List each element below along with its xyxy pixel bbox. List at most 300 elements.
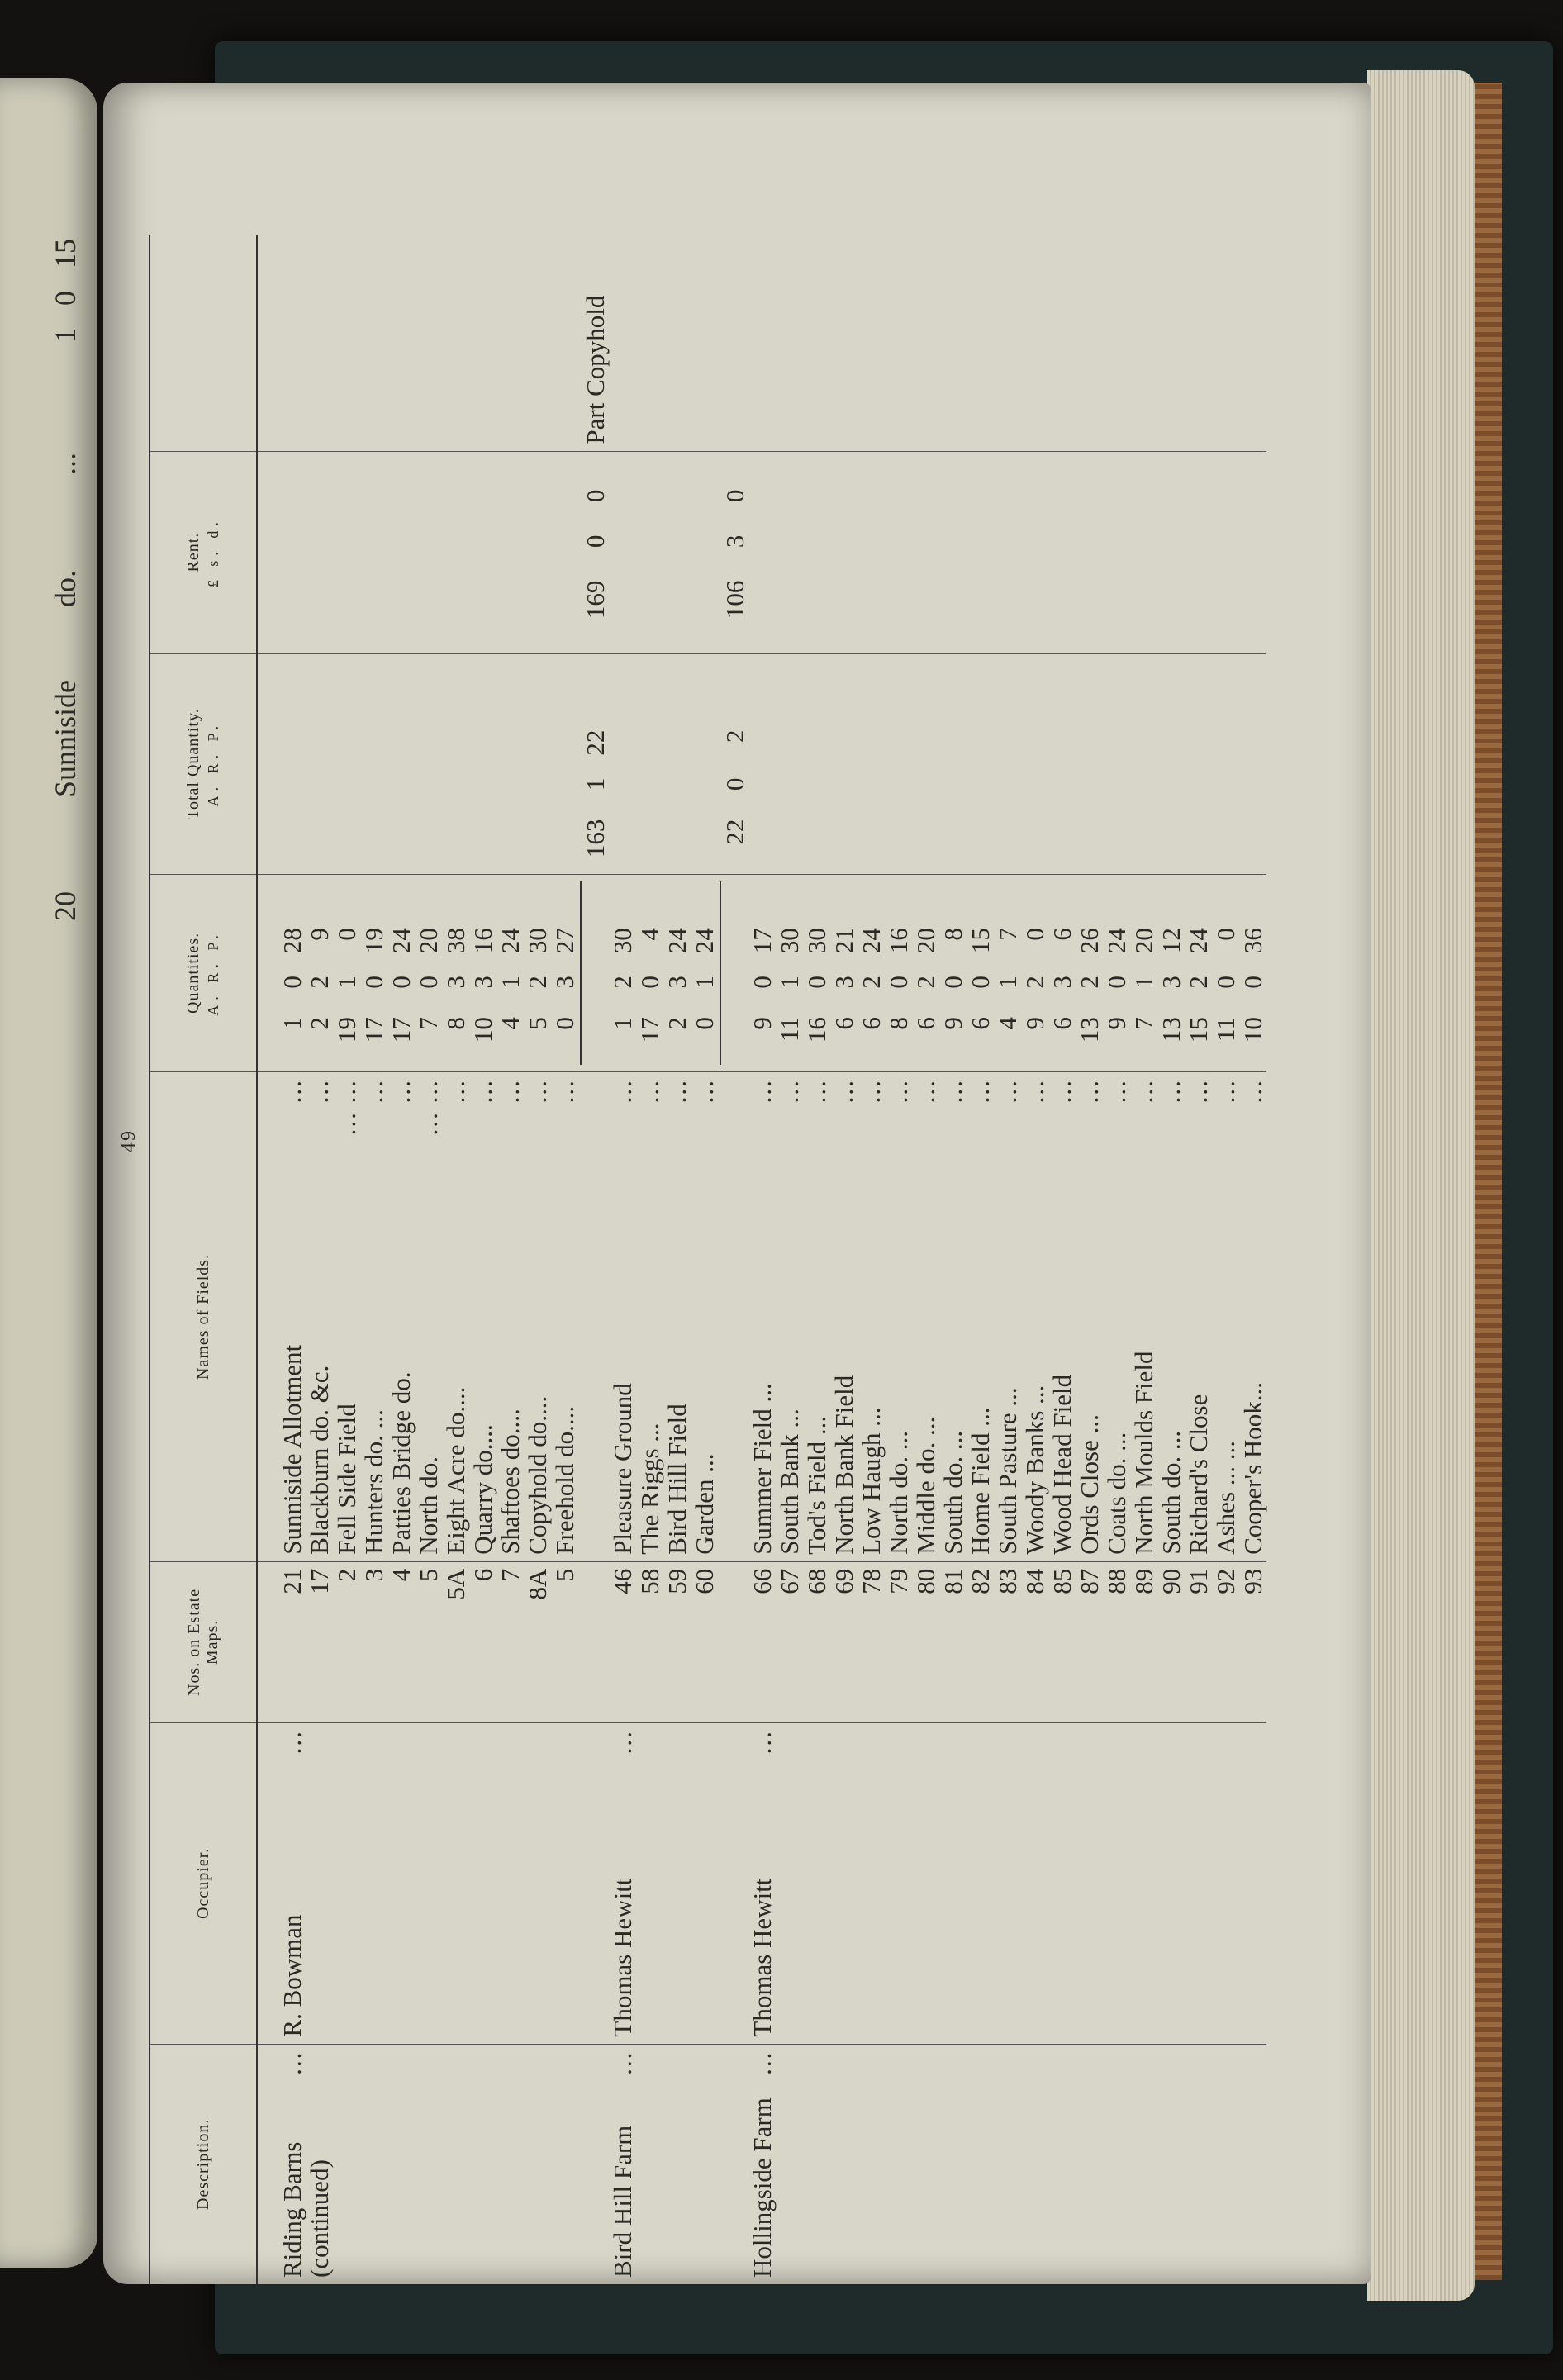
field-dots: ...	[829, 1079, 858, 1104]
quantity-line	[748, 881, 776, 1065]
quantity-roods: 2	[305, 976, 334, 989]
quantity-roods: 2	[1020, 976, 1049, 989]
field-dots: ...	[278, 1079, 306, 1104]
map-number: 90	[1157, 1568, 1185, 1594]
quantity-line	[1103, 881, 1130, 1065]
rent-shillings: 0	[581, 534, 610, 549]
quantity-perches: 0	[1211, 928, 1240, 941]
quantity-line	[609, 881, 636, 1065]
quantity-acres: 0	[690, 1017, 719, 1030]
field-name: Eight Acre do....	[441, 1386, 470, 1555]
field-name: South Pasture ...	[993, 1387, 1022, 1555]
field-dots: ...	[441, 1079, 470, 1104]
field-dots: ... ...	[332, 1079, 361, 1136]
field-name: Freehold do....	[550, 1405, 579, 1555]
header-quantities	[150, 874, 257, 1071]
facing-qty-r: 0	[49, 291, 82, 306]
quantity-line	[387, 881, 415, 1065]
occupier-name: Thomas Hewitt	[608, 1878, 637, 2037]
quantity-acres: 15	[1184, 1017, 1213, 1043]
quantity-cell	[257, 874, 609, 1071]
field-name: Summer Field ...	[748, 1383, 777, 1555]
quantity-acres: 4	[993, 1017, 1022, 1030]
map-number: 67	[775, 1568, 804, 1594]
ledger-group	[257, 235, 609, 2284]
description-cell	[609, 2044, 748, 2284]
field-name-line	[387, 1079, 415, 1555]
map-number: 93	[1238, 1568, 1267, 1594]
map-number: 68	[802, 1568, 831, 1594]
field-name: Home Field ...	[966, 1407, 995, 1555]
quantity-line	[333, 881, 360, 1065]
quantity-perches: 19	[359, 928, 388, 954]
quantity-line	[663, 881, 691, 1065]
quantity-acres: 6	[966, 1017, 995, 1030]
rent-spacer	[278, 458, 582, 647]
field-name: North Moulds Field	[1129, 1351, 1158, 1555]
quantity-line	[1212, 881, 1239, 1065]
total-spacer	[278, 661, 582, 867]
quantity-perches: 20	[1129, 928, 1158, 954]
map-number: 87	[1075, 1568, 1104, 1594]
description-line	[306, 2051, 333, 2278]
quantity-line	[776, 881, 803, 1065]
field-name-line	[858, 1079, 885, 1555]
field-name-line	[691, 1079, 718, 1555]
field-name: Blackburn do. &c.	[305, 1365, 334, 1555]
map-number-cell	[609, 1561, 748, 1722]
map-number: 60	[690, 1568, 719, 1594]
quantity-rule	[720, 881, 721, 1065]
quantity-roods: 3	[1157, 976, 1185, 989]
field-name-line	[885, 1079, 912, 1555]
field-name-line	[636, 1079, 663, 1555]
occupier-name: Thomas Hewitt	[748, 1878, 777, 2037]
quantity-line	[1130, 881, 1157, 1065]
quantity-roods: 0	[1102, 976, 1131, 989]
quantity-roods: 2	[1184, 976, 1213, 989]
quantity-acres: 0	[550, 1017, 579, 1030]
map-number: 5A	[441, 1568, 470, 1600]
quantity-line	[994, 881, 1021, 1065]
quantity-roods: 0	[635, 976, 664, 989]
quantity-acres: 2	[663, 1017, 691, 1030]
quantity-roods: 2	[1075, 976, 1104, 989]
remarks-cell	[257, 235, 609, 451]
quantity-perches: 27	[550, 928, 579, 954]
map-number: 58	[635, 1568, 664, 1594]
occupier-dots: ...	[748, 1730, 777, 1755]
page-number: 49	[118, 1129, 140, 1152]
header-description: Description.	[150, 2044, 257, 2284]
field-name: Coats do. ...	[1102, 1432, 1131, 1555]
map-number: 7	[496, 1568, 525, 1582]
quantity-roods: 0	[278, 976, 306, 989]
facing-qty-a: 1	[49, 328, 82, 343]
quantity-roods: 3	[441, 976, 470, 989]
field-dots: ...	[857, 1079, 886, 1104]
field-name-line	[1076, 1079, 1103, 1555]
quantity-perches: 16	[468, 928, 497, 954]
quantity-perches: 30	[802, 928, 831, 954]
ledger-group	[748, 235, 1266, 2284]
quantity-acres: 6	[1048, 1017, 1076, 1030]
quantity-line	[415, 881, 442, 1065]
quantity-perches: 24	[496, 928, 525, 954]
description-text: Hollingside Farm	[748, 2097, 777, 2278]
map-number: 5	[414, 1568, 443, 1582]
header-rent-units: £ s. d.	[205, 517, 221, 588]
field-name-line	[1157, 1079, 1185, 1555]
quantity-roods: 0	[884, 976, 913, 989]
quantity-line	[885, 881, 912, 1065]
quantity-roods: 3	[468, 976, 497, 989]
field-name-cell	[257, 1072, 609, 1562]
quantity-roods: 0	[938, 976, 967, 989]
map-number: 85	[1048, 1568, 1076, 1594]
quantity-perches: 24	[387, 928, 416, 954]
remarks-cell	[748, 235, 1266, 451]
map-number: 92	[1211, 1568, 1240, 1594]
field-name: Sunniside Allotment	[278, 1344, 306, 1555]
quantity-line	[803, 881, 830, 1065]
quantity-roods: 2	[857, 976, 886, 989]
field-name: North do.	[414, 1456, 443, 1555]
quantity-perches: 30	[608, 928, 637, 954]
field-dots: ...	[911, 1079, 940, 1104]
header-quantities-label: Quantities.	[184, 932, 202, 1014]
field-name: Quarry do....	[468, 1424, 497, 1555]
field-name-line	[524, 1079, 551, 1555]
rent-spacer	[609, 458, 721, 647]
quantity-roods: 1	[690, 976, 719, 989]
quantity-perches: 30	[523, 928, 552, 954]
map-number: 3	[359, 1568, 388, 1582]
quantity-acres: 10	[1238, 1017, 1267, 1043]
field-name-cell	[609, 1072, 748, 1562]
quantity-acres: 17	[387, 1017, 416, 1043]
quantity-rule	[580, 881, 582, 1065]
total-line	[582, 661, 609, 867]
map-number: 5	[550, 1568, 579, 1582]
map-number: 81	[938, 1568, 967, 1594]
quantity-perches: 24	[1184, 928, 1213, 954]
quantity-roods: 1	[993, 976, 1022, 989]
quantity-roods: 0	[359, 976, 388, 989]
field-name-line	[748, 1079, 776, 1555]
description-line	[609, 2051, 636, 2278]
map-number: 66	[748, 1568, 777, 1594]
field-name-line	[442, 1079, 469, 1555]
field-name: Hunters do. ...	[359, 1409, 388, 1555]
field-name: Middle do. ...	[911, 1416, 940, 1555]
description-cell	[257, 2044, 609, 2284]
quantity-acres: 16	[802, 1017, 831, 1043]
quantity-line	[278, 881, 306, 1065]
field-name: South Bank ...	[775, 1409, 804, 1555]
map-number: 78	[857, 1568, 886, 1594]
field-name-line	[1103, 1079, 1130, 1555]
description-line	[748, 2051, 776, 2278]
quantity-perches: 28	[278, 928, 306, 954]
quantity-roods: 0	[748, 976, 777, 989]
description-dots: ...	[278, 2050, 306, 2075]
header-rent	[150, 451, 257, 653]
field-name-line	[939, 1079, 967, 1555]
quantity-roods: 0	[802, 976, 831, 989]
map-number: 2	[332, 1568, 361, 1582]
facing-row-no: 20	[49, 891, 82, 921]
rent-line	[721, 458, 748, 647]
quantity-acres: 17	[635, 1017, 664, 1043]
field-name-line	[912, 1079, 939, 1555]
quantity-line	[967, 881, 994, 1065]
description-line	[278, 2051, 306, 2278]
quantity-perches: 24	[857, 928, 886, 954]
quantity-perches: 21	[829, 928, 858, 954]
field-name: Richard's Close	[1184, 1394, 1213, 1555]
field-name-line	[1239, 1079, 1266, 1555]
field-name-line	[469, 1079, 496, 1555]
quantity-acres: 11	[1211, 1017, 1240, 1042]
field-dots: ...	[1184, 1079, 1213, 1104]
map-number: 79	[884, 1568, 913, 1594]
field-dots: ...	[1238, 1079, 1267, 1104]
quantity-acres: 9	[748, 1017, 777, 1030]
field-dots: ...	[748, 1079, 777, 1104]
map-number-cell	[748, 1561, 1266, 1722]
quantity-acres: 13	[1157, 1017, 1185, 1043]
quantity-acres: 19	[332, 1017, 361, 1043]
field-name: South do. ...	[938, 1430, 967, 1555]
field-name-line	[1185, 1079, 1212, 1555]
quantity-line	[551, 881, 578, 1065]
quantity-line	[1021, 881, 1048, 1065]
facing-dots: ...	[49, 453, 82, 475]
field-name-line	[1130, 1079, 1157, 1555]
page-edges	[1367, 70, 1475, 2301]
field-dots: ...	[690, 1079, 719, 1104]
map-number: 4	[387, 1568, 416, 1582]
map-number: 21	[278, 1568, 306, 1594]
field-dots: ...	[884, 1079, 913, 1104]
facing-name: do.	[49, 570, 82, 607]
quantity-perches: 15	[966, 928, 995, 954]
description-cell	[748, 2044, 1266, 2284]
quantity-roods: 0	[414, 976, 443, 989]
header-occupier: Occupier.	[150, 1723, 257, 2044]
ledger-body	[257, 235, 1266, 2284]
quantity-line	[1239, 881, 1266, 1065]
field-dots: ...	[305, 1079, 334, 1104]
map-number: 89	[1129, 1568, 1158, 1594]
quantity-perches: 20	[911, 928, 940, 954]
map-number: 88	[1102, 1568, 1131, 1594]
quantity-acres: 6	[911, 1017, 940, 1030]
field-name-line	[306, 1079, 333, 1555]
quantity-acres: 7	[1129, 1017, 1158, 1030]
map-number: 83	[993, 1568, 1022, 1594]
quantity-roods: 1	[775, 976, 804, 989]
occupier-line	[609, 1730, 636, 2036]
quantity-roods: 3	[829, 976, 858, 989]
quantity-perches: 17	[748, 928, 777, 954]
header-rent-label: Rent.	[184, 532, 202, 572]
field-name: Cooper's Hook...	[1238, 1381, 1267, 1555]
field-name-line	[1021, 1079, 1048, 1555]
field-dots: ...	[1075, 1079, 1104, 1104]
quantity-roods: 3	[550, 976, 579, 989]
quantity-cell	[748, 874, 1266, 1071]
quantity-line	[306, 881, 333, 1065]
field-name: Ashes ... ...	[1211, 1440, 1240, 1555]
quantity-acres: 6	[829, 1017, 858, 1030]
quantity-perches: 24	[690, 928, 719, 954]
quantity-line	[442, 881, 469, 1065]
quantity-roods: 0	[1211, 976, 1240, 989]
remarks-spacer	[278, 242, 582, 444]
quantity-line	[524, 881, 551, 1065]
field-name-line	[803, 1079, 830, 1555]
quantity-line	[496, 881, 524, 1065]
map-number: 8A	[523, 1568, 552, 1600]
rent-pounds: 106	[720, 580, 749, 620]
field-name: Pleasure Ground	[608, 1383, 637, 1555]
quantity-roods: 2	[911, 976, 940, 989]
rotated-content	[103, 83, 1371, 2284]
header-nos: Nos. on Estate Maps.	[150, 1561, 257, 1722]
quantity-acres: 8	[884, 1017, 913, 1030]
quantity-roods: 0	[966, 976, 995, 989]
field-dots: ...	[523, 1079, 552, 1104]
quantity-line	[912, 881, 939, 1065]
quantity-line	[360, 881, 387, 1065]
header-total-label: Total Quantity.	[184, 708, 202, 819]
occupier-name: R. Bowman	[278, 1914, 306, 2037]
description-text: Riding Barns	[278, 2141, 306, 2278]
quantity-roods: 2	[523, 976, 552, 989]
field-dots: ...	[1048, 1079, 1076, 1104]
field-name-line	[830, 1079, 858, 1555]
quantity-acres: 6	[857, 1017, 886, 1030]
rent-cell	[609, 451, 748, 653]
quantity-perches: 12	[1157, 928, 1185, 954]
rent-pence: 0	[581, 489, 610, 503]
field-dots: ...	[468, 1079, 497, 1104]
occupier-dots: ...	[278, 1730, 306, 1755]
quantity-roods: 1	[1129, 976, 1158, 989]
rent-pence: 0	[720, 489, 749, 503]
quantity-acres: 8	[441, 1017, 470, 1030]
field-name-line	[663, 1079, 691, 1555]
map-number: 46	[608, 1568, 637, 1594]
description-dots: ...	[748, 2050, 777, 2075]
field-dots: ...	[1102, 1079, 1131, 1104]
field-dots: ...	[802, 1079, 831, 1104]
field-dots: ...	[1211, 1079, 1240, 1104]
quantity-acres: 11	[775, 1017, 804, 1042]
quantity-line	[1157, 881, 1185, 1065]
header-row	[150, 235, 257, 2284]
field-name-line	[496, 1079, 524, 1555]
total-perches: 2	[720, 729, 749, 743]
quantity-perches: 0	[1020, 928, 1049, 941]
header-total-units: A. R. P.	[205, 720, 221, 807]
field-name-line	[994, 1079, 1021, 1555]
rent-cell	[257, 451, 609, 653]
quantity-acres: 9	[938, 1017, 967, 1030]
ledger-page	[103, 83, 1371, 2284]
field-dots: ...	[966, 1079, 995, 1104]
quantity-line	[691, 881, 718, 1065]
quantity-cell	[609, 874, 748, 1071]
quantity-roods: 0	[1238, 976, 1267, 989]
quantity-roods: 3	[1048, 976, 1076, 989]
quantity-line	[939, 881, 967, 1065]
field-name-line	[776, 1079, 803, 1555]
header-remarks	[150, 235, 257, 451]
quantity-perches: 24	[663, 928, 691, 954]
quantity-line	[469, 881, 496, 1065]
total-spacer	[609, 661, 721, 867]
rent-pounds: 169	[581, 580, 610, 620]
quantity-perches: 9	[305, 928, 334, 941]
map-number: 82	[966, 1568, 995, 1594]
estate-ledger-table	[149, 235, 1266, 2284]
quantity-acres: 9	[1102, 1017, 1131, 1030]
field-name: Woody Banks ...	[1020, 1385, 1049, 1555]
quantity-line	[1048, 881, 1076, 1065]
facing-page	[0, 78, 97, 2268]
field-name-line	[551, 1079, 578, 1555]
total-acres: 163	[581, 819, 610, 858]
field-name: Copyhold do....	[523, 1395, 552, 1555]
map-number: 69	[829, 1568, 858, 1594]
field-name: Wood Head Field	[1048, 1374, 1076, 1555]
map-number: 80	[911, 1568, 940, 1594]
quantity-perches: 4	[635, 928, 664, 941]
occupier-dots: ...	[608, 1730, 637, 1755]
total-acres: 22	[720, 819, 749, 845]
occupier-line	[748, 1730, 776, 2036]
quantity-acres: 17	[359, 1017, 388, 1043]
field-name: Bird Hill Field	[663, 1404, 691, 1555]
field-name: Fell Side Field	[332, 1404, 361, 1555]
field-name-line	[967, 1079, 994, 1555]
rent-cell	[748, 451, 1266, 653]
total-roods: 1	[581, 777, 610, 791]
quantity-perches: 38	[441, 928, 470, 954]
total-line	[721, 661, 748, 867]
quantity-acres: 5	[523, 1017, 552, 1030]
rent-line	[582, 458, 609, 647]
quantity-acres: 10	[468, 1017, 497, 1043]
quantity-line	[636, 881, 663, 1065]
field-name-line	[333, 1079, 360, 1555]
facing-qty-p: 15	[49, 239, 82, 268]
quantity-acres: 1	[278, 1017, 306, 1030]
field-name-line	[1048, 1079, 1076, 1555]
field-name: Shaftoes do....	[496, 1409, 525, 1555]
field-dots: ...	[635, 1079, 664, 1104]
rent-shillings: 3	[720, 534, 749, 549]
total-perches: 22	[581, 729, 610, 756]
map-number: 91	[1184, 1568, 1213, 1594]
facing-description: Sunniside	[49, 679, 82, 797]
quantity-perches: 0	[332, 928, 361, 941]
quantity-roods: 3	[663, 976, 691, 989]
remarks-cell	[609, 235, 748, 451]
